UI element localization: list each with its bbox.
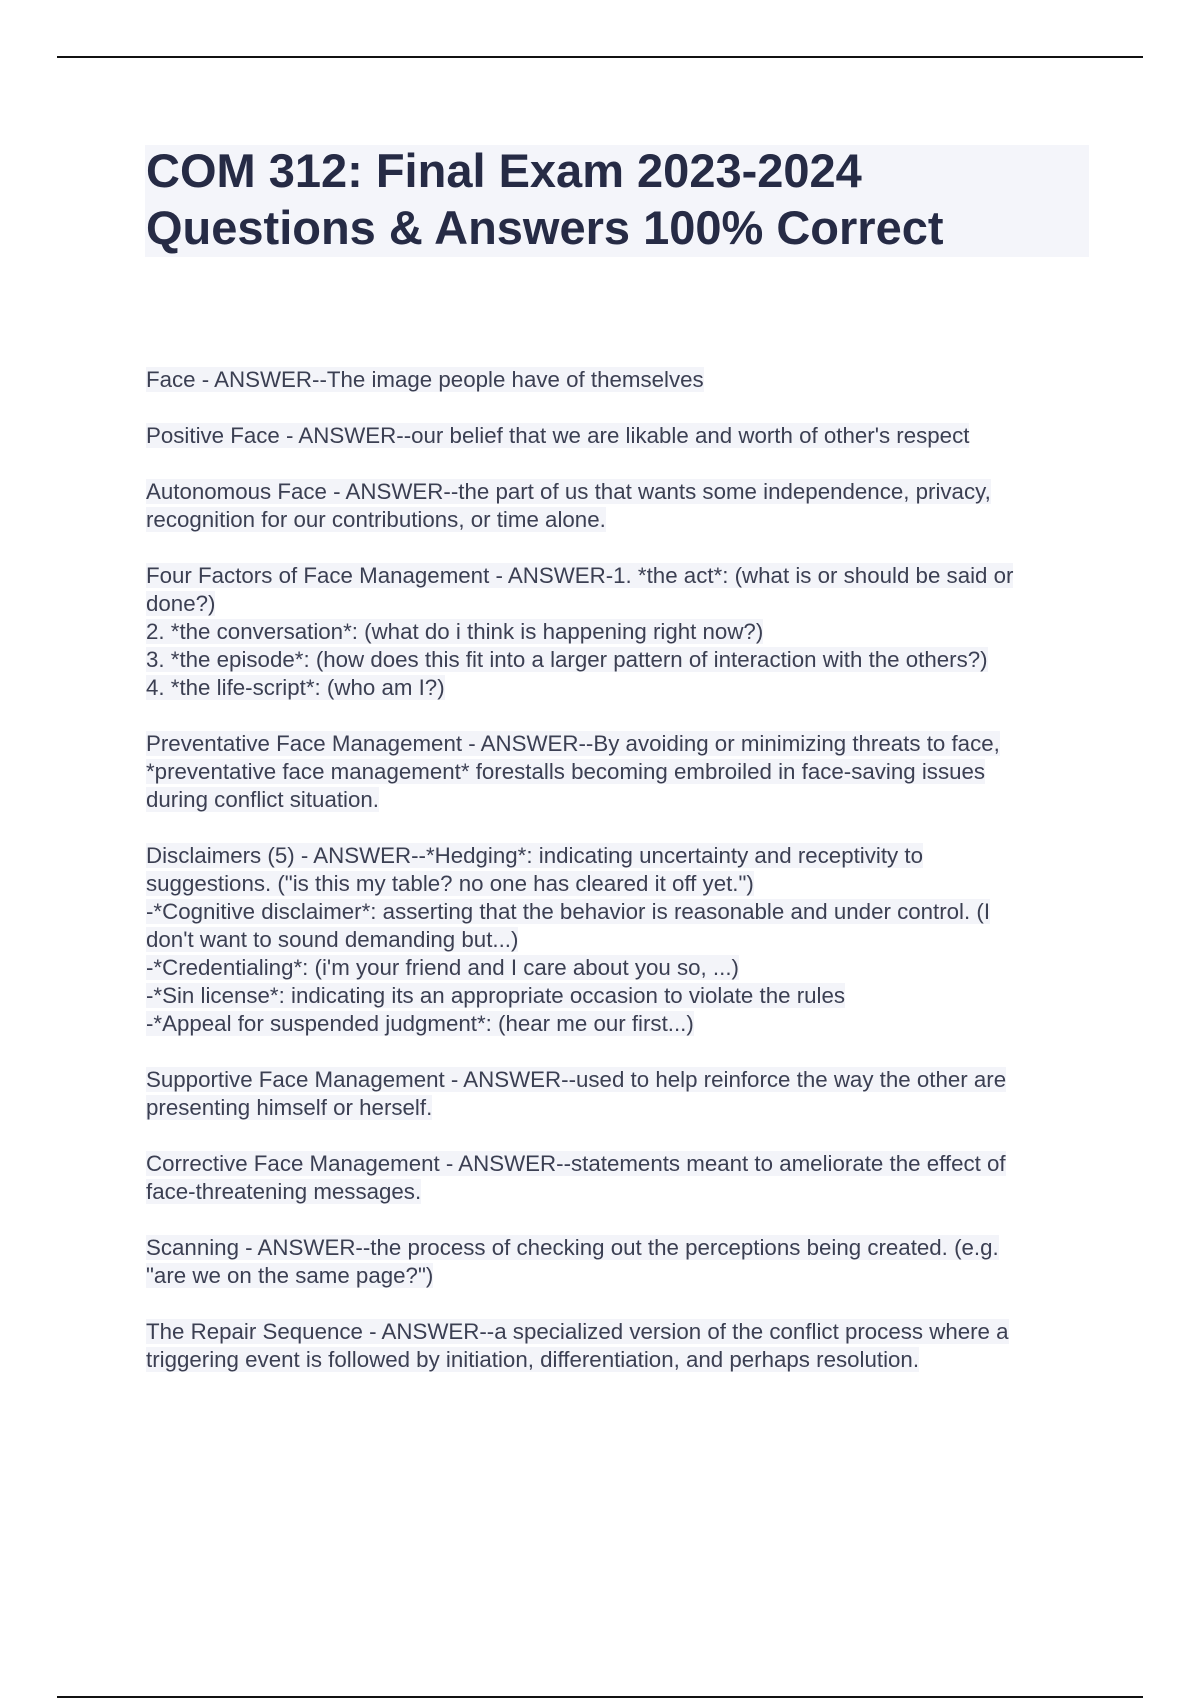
qa-entry-line-wrap <box>146 926 1096 954</box>
qa-entry-line-wrap <box>146 1346 1096 1374</box>
qa-entry-line-wrap <box>146 590 1096 618</box>
qa-entry-line: -*Credentialing*: (i'm your friend and I care about you so, ...) <box>146 955 739 980</box>
qa-entry-line: Disclaimers (5) - ANSWER--*Hedging*: indicating uncertainty and receptivity to <box>146 843 923 868</box>
qa-entry-line-wrap <box>146 618 1096 646</box>
qa-entry <box>146 1318 1096 1374</box>
page-title <box>146 142 1086 256</box>
qa-entry-line: -*Appeal for suspended judgment*: (hear me our first...) <box>146 1011 694 1036</box>
qa-entry-line-wrap <box>146 562 1096 590</box>
qa-entry-line: Autonomous Face - ANSWER--the part of us that wants some independence, privacy, <box>146 479 991 504</box>
qa-entry-line: during conflict situation. <box>146 787 380 812</box>
qa-entry-line-wrap <box>146 1010 1096 1038</box>
qa-entry-line-wrap <box>146 646 1096 674</box>
qa-entry-line: suggestions. ("is this my table? no one has cleared it off yet.") <box>146 871 754 896</box>
qa-entry-line: Face - ANSWER--The image people have of themselves <box>146 367 704 392</box>
qa-entry-line-wrap <box>146 982 1096 1010</box>
qa-entry-line-wrap <box>146 870 1096 898</box>
qa-entry <box>146 1234 1096 1290</box>
qa-entry-line: don't want to sound demanding but...) <box>146 927 519 952</box>
qa-entry-line: Corrective Face Management - ANSWER--statements meant to ameliorate the effect of <box>146 1151 1006 1176</box>
qa-entry <box>146 842 1096 1038</box>
qa-entry-line: Preventative Face Management - ANSWER--By avoiding or minimizing threats to face, <box>146 731 1000 756</box>
qa-entry-line-wrap <box>146 786 1096 814</box>
qa-entry-line: triggering event is followed by initiation, differentiation, and perhaps resolution. <box>146 1347 920 1372</box>
qa-entry-line: Positive Face - ANSWER--our belief that we are likable and worth of other's respect <box>146 423 970 448</box>
qa-entry <box>146 1150 1096 1206</box>
qa-entry-line-wrap <box>146 842 1096 870</box>
qa-entry-line-wrap <box>146 674 1096 702</box>
qa-entry-line: presenting himself or herself. <box>146 1095 433 1120</box>
qa-list <box>146 366 1096 1402</box>
qa-entry-line: *preventative face management* forestalls becoming embroiled in face-saving issues <box>146 759 986 784</box>
qa-entry-line: Scanning - ANSWER--the process of checking out the perceptions being created. (e.g. <box>146 1235 999 1260</box>
qa-entry-line-wrap <box>146 758 1096 786</box>
qa-entry-line-wrap <box>146 366 1096 394</box>
qa-entry <box>146 478 1096 534</box>
qa-entry <box>146 366 1096 394</box>
title-line: COM 312: Final Exam 2023-2024 <box>146 144 862 197</box>
qa-entry-line-wrap <box>146 1262 1096 1290</box>
qa-entry-line-wrap <box>146 422 1096 450</box>
qa-entry-line-wrap <box>146 730 1096 758</box>
qa-entry <box>146 1066 1096 1122</box>
qa-entry-line-wrap <box>146 478 1096 506</box>
qa-entry <box>146 422 1096 450</box>
qa-entry-line: face-threatening messages. <box>146 1179 422 1204</box>
qa-entry-line-wrap <box>146 1318 1096 1346</box>
qa-entry-line: 3. *the episode*: (how does this fit into a larger pattern of interaction with the others?) <box>146 647 988 672</box>
qa-entry-line: Supportive Face Management - ANSWER--used to help reinforce the way the other are <box>146 1067 1007 1092</box>
qa-entry-line: The Repair Sequence - ANSWER--a specialized version of the conflict process where a <box>146 1319 1009 1344</box>
page-top-rule <box>57 56 1143 58</box>
qa-entry <box>146 562 1096 702</box>
qa-entry-line-wrap <box>146 1150 1096 1178</box>
title-line: Questions & Answers 100% Correct <box>146 201 944 254</box>
qa-entry-line: -*Sin license*: indicating its an appropriate occasion to violate the rules <box>146 983 846 1008</box>
qa-entry-line-wrap <box>146 506 1096 534</box>
qa-entry-line-wrap <box>146 1066 1096 1094</box>
qa-entry-line: recognition for our contributions, or time alone. <box>146 507 606 532</box>
qa-entry-line: "are we on the same page?") <box>146 1263 434 1288</box>
qa-entry-line: 4. *the life-script*: (who am I?) <box>146 675 445 700</box>
qa-entry-line-wrap <box>146 954 1096 982</box>
qa-entry <box>146 730 1096 814</box>
qa-entry-line-wrap <box>146 1178 1096 1206</box>
qa-entry-line-wrap <box>146 1094 1096 1122</box>
qa-entry-line-wrap <box>146 898 1096 926</box>
qa-entry-line-wrap <box>146 1234 1096 1262</box>
page-bottom-rule <box>57 1696 1143 1698</box>
qa-entry-line: done?) <box>146 591 216 616</box>
qa-entry-line: -*Cognitive disclaimer*: asserting that the behavior is reasonable and under control. (I <box>146 899 991 924</box>
qa-entry-line: Four Factors of Face Management - ANSWER-1. *the act*: (what is or should be said or <box>146 563 1014 588</box>
qa-entry-line: 2. *the conversation*: (what do i think is happening right now?) <box>146 619 764 644</box>
